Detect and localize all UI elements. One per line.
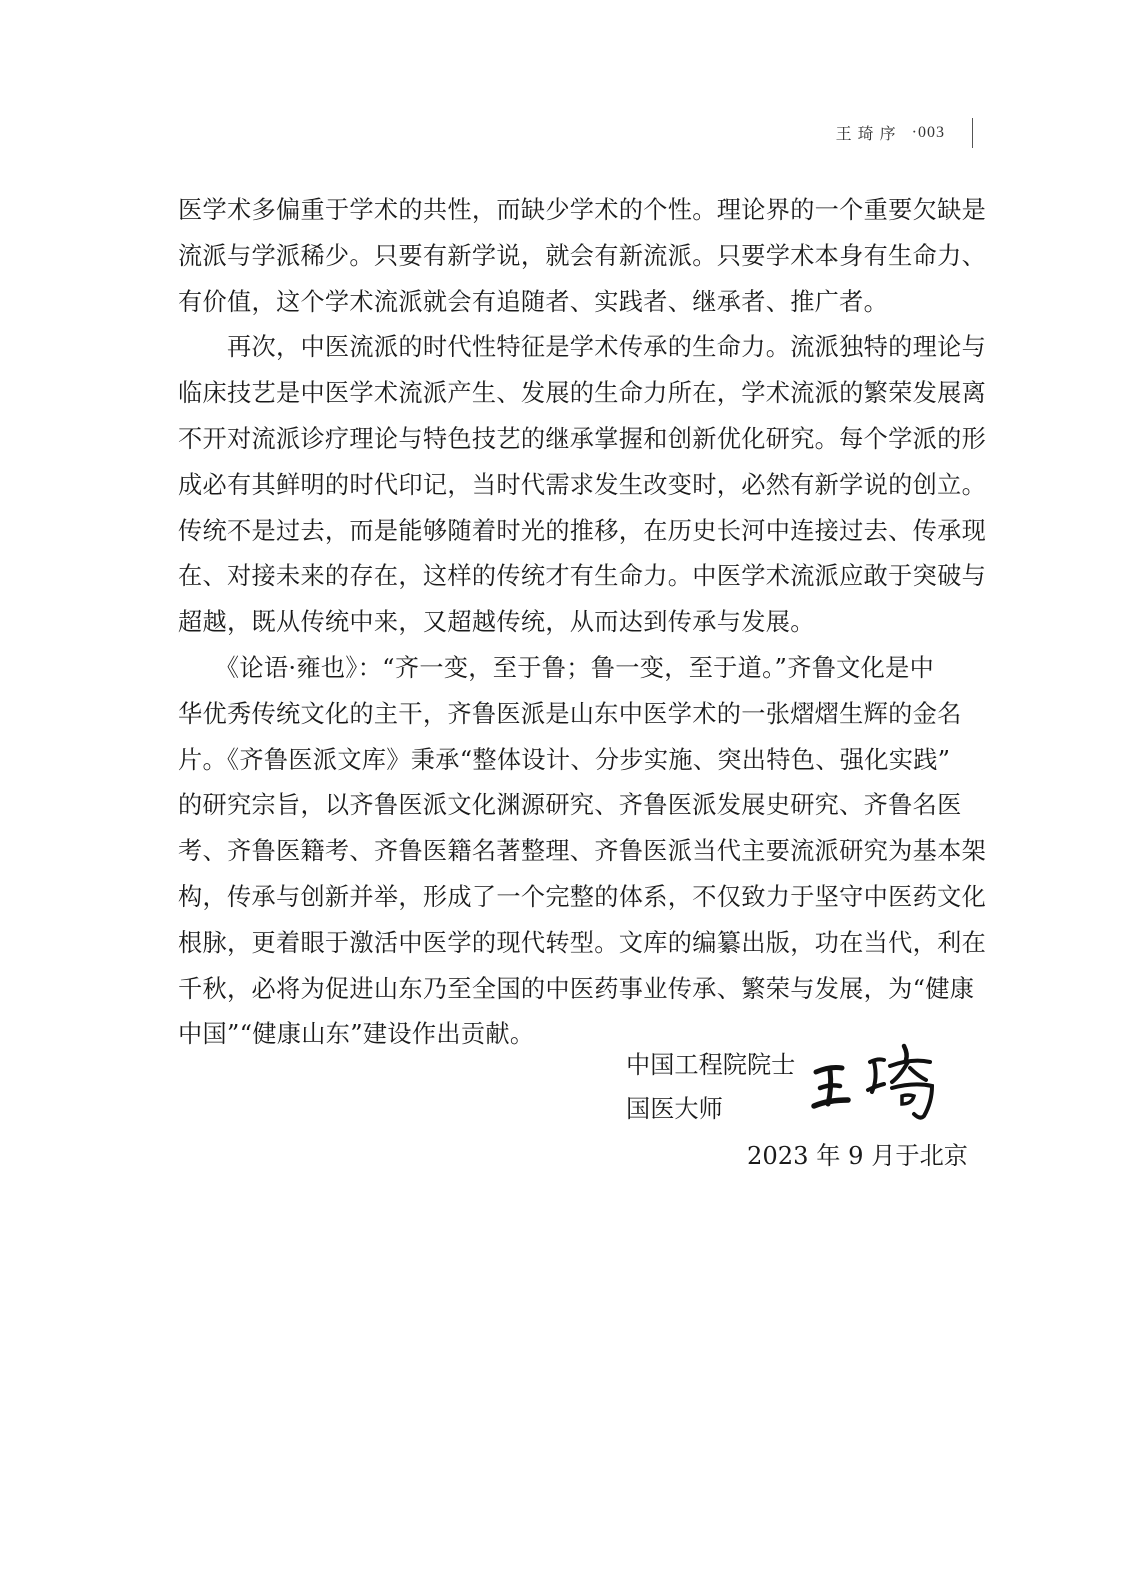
- author-honor: 国医大师: [626, 1095, 723, 1123]
- text-line: 构，传承与创新并举，形成了一个完整的体系，不仅致力于坚守中医药文化: [178, 882, 987, 911]
- text-line: 片。《齐鲁医派文库》秉承“整体设计、分步实施、突出特色、强化实践”: [178, 745, 951, 774]
- signature-block: [626, 1043, 795, 1131]
- text-line: 《论语·雍也》：“齐一变，至于鲁；鲁一变，至于道。”齐鲁文化是中: [178, 653, 935, 682]
- text-line: 考、齐鲁医籍考、齐鲁医籍名著整理、齐鲁医派当代主要流派研究为基本架: [178, 837, 987, 866]
- running-header: [836, 121, 945, 144]
- text-line: 的研究宗旨，以齐鲁医派文化渊源研究、齐鲁医派发展史研究、齐鲁名医: [178, 791, 962, 820]
- text-line: 千秋，必将为促进山东乃至全国的中医药事业传承、繁荣与发展，为“健康: [178, 974, 975, 1003]
- handwritten-signature: [808, 1040, 948, 1125]
- header-divider: [972, 118, 973, 148]
- text-line: 再次，中医流派的时代性特征是学术传承的生命力。流派独特的理论与: [178, 333, 987, 362]
- text-line: 传统不是过去，而是能够随着时光的推移，在历史长河中连接过去、传承现: [178, 516, 987, 545]
- text-line: 超越，既从传统中来，又超越传统，从而达到传承与发展。: [178, 608, 815, 637]
- body-text: [178, 188, 987, 1058]
- text-line: 有价值，这个学术流派就会有追随者、实践者、继承者、推广者。: [178, 287, 889, 316]
- text-line: 不开对流派诊疗理论与特色技艺的继承掌握和创新优化研究。每个学派的形: [178, 424, 987, 453]
- running-header-title: 王琦序: [835, 124, 902, 143]
- text-line: 流派与学派稀少。只要有新学说，就会有新流派。只要学术本身有生命力、: [178, 241, 987, 270]
- text-line: 临床技艺是中医学术流派产生、发展的生命力所在，学术流派的繁荣发展离: [178, 379, 987, 408]
- page-number: ·003: [911, 123, 945, 141]
- text-line: 成必有其鲜明的时代印记，当时代需求发生改变时，必然有新学说的创立。: [178, 470, 987, 499]
- text-line: 华优秀传统文化的主干，齐鲁医派是山东中医学术的一张熠熠生辉的金名: [178, 699, 962, 728]
- text-line: 根脉，更着眼于激活中医学的现代转型。文库的编纂出版，功在当代，利在: [178, 928, 987, 957]
- text-line: 医学术多偏重于学术的共性，而缺少学术的个性。理论界的一个重要欠缺是: [178, 196, 987, 224]
- text-line: 在、对接未来的存在，这样的传统才有生命力。中医学术流派应敢于突破与: [178, 562, 987, 591]
- date-place: 2023 年 9 月于北京: [747, 1142, 968, 1170]
- text-line: 中国”“健康山东”建设作出贡献。: [178, 1020, 535, 1049]
- author-title: 中国工程院院士: [626, 1051, 796, 1079]
